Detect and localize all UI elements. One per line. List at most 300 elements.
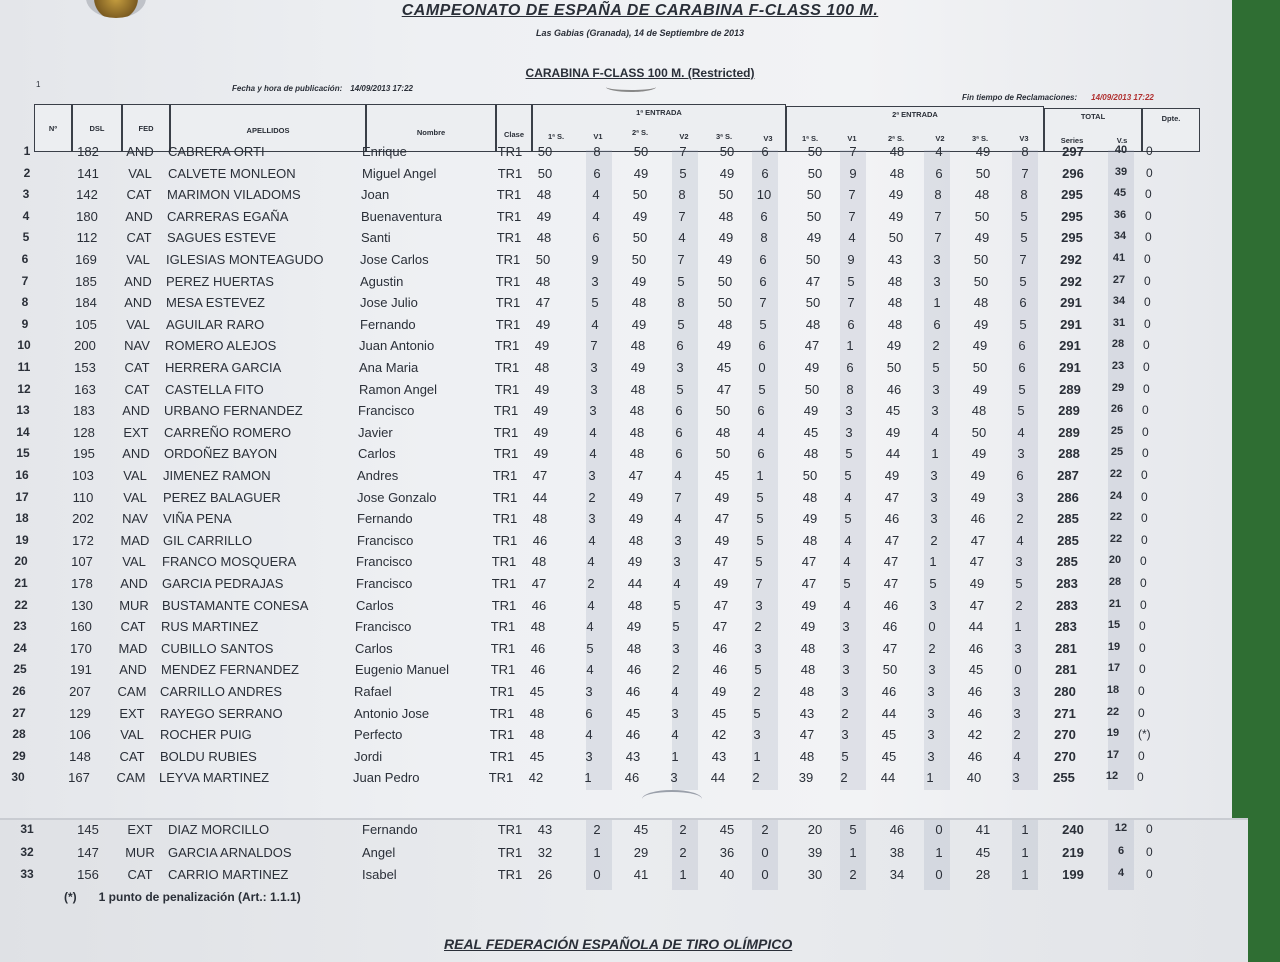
cell-position: 5 — [22, 230, 30, 245]
cell-entry2-score: 6 — [933, 316, 941, 332]
cell-entry1-score: 5 — [759, 316, 767, 332]
cell-entry2-score: 44 — [968, 619, 984, 635]
cell-entry2-score: 6 — [1018, 360, 1026, 375]
cell-total-v: 25 — [1110, 446, 1124, 459]
cell-total-series: 283 — [1056, 576, 1078, 591]
hdr-e1-s2: 2ª S. — [631, 128, 649, 137]
cell-tiebreak: 0 — [1139, 640, 1146, 655]
cell-total-v: 26 — [1110, 403, 1124, 416]
cell-entry2-score: 6 — [1019, 295, 1027, 311]
cell-total-v: 25 — [1110, 424, 1124, 437]
cell-surname: AGUILAR RARO — [166, 316, 265, 332]
cell-entry2-score: 2 — [930, 532, 938, 548]
cell-class: TR1 — [492, 532, 518, 548]
cell-class: TR1 — [493, 424, 519, 440]
cell-surname: IGLESIAS MONTEAGUDO — [166, 252, 324, 267]
cell-entry1-score: 3 — [670, 770, 678, 786]
cell-entry1-score: 48 — [535, 273, 551, 289]
cell-entry1-score: 48 — [627, 597, 643, 613]
cell-tiebreak: 0 — [1146, 165, 1153, 180]
cell-dorsal: 103 — [72, 468, 94, 483]
cell-entry1-score: 48 — [718, 208, 734, 224]
cell-total-series: 285 — [1056, 554, 1078, 570]
cell-entry2-score: 7 — [934, 208, 942, 224]
table-row — [0, 382, 1232, 402]
table-row — [0, 576, 1232, 596]
cell-entry2-score: 1 — [1021, 822, 1029, 837]
cell-entry1-score: 49 — [535, 316, 551, 332]
cell-federation: AND — [120, 576, 148, 591]
cell-surname: CUBILLO SANTOS — [161, 640, 274, 656]
cell-entry2-score: 3 — [931, 403, 939, 419]
cell-entry2-score: 44 — [885, 446, 901, 462]
cell-entry1-score: 5 — [679, 165, 687, 181]
cell-entry1-score: 49 — [713, 576, 729, 591]
cell-entry2-score: 0 — [1014, 662, 1022, 678]
cell-entry2-score: 4 — [844, 489, 852, 505]
cell-federation: CAT — [126, 230, 152, 246]
publication-info — [232, 84, 413, 93]
cell-name: Santi — [361, 230, 391, 246]
hdr-e2-s1: 1ª S. — [801, 134, 819, 143]
cell-entry1-score: 49 — [633, 165, 649, 181]
cell-entry1-score: 9 — [591, 252, 599, 267]
cell-entry2-score: 8 — [846, 381, 854, 397]
cell-total-v: 34 — [1113, 230, 1127, 243]
cell-entry2-score: 50 — [806, 208, 822, 224]
cell-position: 30 — [11, 770, 25, 785]
cell-surname: SAGUES ESTEVE — [167, 230, 277, 246]
cell-entry1-score: 6 — [757, 403, 765, 419]
cell-entry2-score: 46 — [967, 748, 983, 764]
page-mark: 1 — [36, 80, 41, 89]
cell-federation: VAL — [126, 252, 150, 267]
cell-surname: BUSTAMANTE CONESA — [162, 597, 309, 613]
cell-tiebreak: 0 — [1141, 532, 1148, 547]
cell-total-v: 22 — [1109, 511, 1123, 524]
cell-surname: BOLDU RUBIES — [160, 748, 257, 764]
cell-entry1-score: 4 — [591, 316, 599, 332]
cell-entry2-score: 49 — [972, 381, 988, 397]
cell-entry1-score: 50 — [632, 187, 648, 203]
table-row — [0, 867, 1232, 887]
cell-position: 15 — [16, 446, 30, 461]
cell-entry1-score: 32 — [537, 844, 553, 860]
cell-entry1-score: 1 — [671, 748, 679, 764]
cell-entry2-score: 47 — [970, 532, 986, 548]
cell-entry1-score: 50 — [717, 295, 733, 311]
cell-dorsal: 182 — [77, 144, 99, 159]
cell-class: TR1 — [495, 273, 521, 289]
cell-entry2-score: 3 — [841, 684, 849, 699]
cell-entry2-score: 45 — [881, 727, 897, 743]
cell-entry1-score: 49 — [714, 489, 730, 505]
table-row — [0, 425, 1232, 445]
cell-class: TR1 — [489, 727, 515, 743]
cell-name: Joan — [361, 187, 390, 203]
cell-class: TR1 — [497, 165, 523, 181]
cell-surname: JIMENEZ RAMON — [163, 468, 271, 483]
cell-federation: NAV — [122, 511, 148, 527]
cell-total-v: 17 — [1107, 662, 1121, 675]
cell-tiebreak: 0 — [1144, 295, 1151, 310]
cell-surname: ROCHER PUIG — [160, 727, 252, 743]
cell-entry2-score: 3 — [845, 424, 853, 440]
cell-entry2-score: 40 — [966, 770, 982, 786]
cell-name: Fernando — [357, 511, 413, 527]
cell-total-series: 219 — [1062, 844, 1084, 860]
cell-total-series: 285 — [1057, 511, 1079, 527]
table-row — [0, 144, 1232, 164]
cell-federation: MUR — [125, 844, 155, 860]
cell-entry1-score: 0 — [761, 867, 769, 882]
cell-entry1-score: 47 — [531, 576, 547, 591]
cell-surname: MESA ESTEVEZ — [166, 295, 265, 311]
cell-total-series: 289 — [1059, 381, 1081, 397]
cell-total-series: 296 — [1062, 165, 1084, 181]
cell-federation: AND — [122, 403, 150, 419]
cell-position: 9 — [21, 316, 29, 331]
cell-entry1-score: 42 — [528, 770, 544, 786]
cell-surname: MARIMON VILADOMS — [167, 187, 301, 203]
table-row — [0, 533, 1232, 553]
cell-entry1-score: 44 — [710, 770, 726, 786]
cell-entry1-score: 2 — [588, 489, 596, 505]
cell-entry2-score: 5 — [847, 273, 855, 289]
table-row — [0, 274, 1232, 294]
cell-total-series: 292 — [1060, 252, 1082, 267]
cell-entry2-score: 3 — [927, 684, 935, 699]
cell-class: TR1 — [497, 867, 523, 882]
cell-entry2-score: 50 — [974, 208, 990, 224]
cell-total-series: 281 — [1055, 640, 1077, 656]
cell-entry1-score: 3 — [755, 597, 763, 613]
cell-position: 13 — [16, 403, 30, 418]
cell-entry1-score: 3 — [585, 748, 593, 764]
cell-entry1-score: 42 — [711, 727, 727, 743]
cell-surname: CARRILLO ANDRES — [160, 684, 283, 699]
cell-surname: ORDOÑEZ BAYON — [164, 446, 278, 462]
cell-federation: AND — [124, 295, 152, 311]
cell-entry1-score: 49 — [628, 511, 644, 527]
cell-entry2-score: 41 — [975, 822, 991, 837]
cell-entry1-score: 47 — [713, 554, 729, 570]
cell-entry2-score: 46 — [967, 684, 983, 699]
table-row — [0, 360, 1232, 380]
cell-name: Carlos — [356, 597, 394, 613]
cell-entry2-score: 50 — [805, 252, 821, 267]
cell-total-v: 23 — [1111, 360, 1125, 372]
cell-surname: MENDEZ FERNANDEZ — [161, 662, 299, 678]
cell-entry2-score: 5 — [932, 360, 940, 375]
cell-entry2-score: 47 — [882, 640, 898, 656]
hdr-nombre: Nombre — [416, 128, 446, 137]
cell-entry1-score: 47 — [714, 511, 730, 527]
cell-surname: GARCIA PEDRAJAS — [162, 576, 284, 591]
cell-entry1-score: 5 — [756, 511, 764, 527]
cell-name: Buenaventura — [361, 208, 442, 224]
cell-total-series: 285 — [1057, 532, 1079, 548]
cell-entry1-score: 49 — [536, 208, 552, 224]
cell-entry1-score: 43 — [711, 748, 727, 764]
cell-class: TR1 — [494, 381, 520, 397]
cell-class: TR1 — [491, 554, 517, 570]
cell-name: Ana Maria — [359, 360, 419, 375]
cell-class: TR1 — [493, 403, 519, 419]
cell-position: 2 — [23, 165, 31, 180]
cell-entry1-score: 7 — [678, 208, 686, 224]
penalty-mark: (*) — [64, 890, 77, 904]
cell-entry1-score: 48 — [536, 187, 552, 203]
cell-total-v: 27 — [1112, 273, 1126, 286]
cell-surname: CASTELLA FITO — [165, 381, 264, 397]
cell-name: Antonio Jose — [354, 705, 430, 721]
cell-entry2-score: 5 — [1017, 403, 1025, 419]
hdr-e2-s3: 3ª S. — [971, 134, 989, 143]
cell-entry1-score: 3 — [673, 554, 681, 570]
cell-entry2-score: 5 — [843, 576, 851, 591]
cell-entry2-score: 5 — [1019, 273, 1027, 289]
table-row — [0, 490, 1232, 510]
cell-entry1-score: 4 — [586, 662, 594, 678]
cell-entry2-score: 48 — [803, 446, 819, 462]
cell-entry2-score: 50 — [882, 662, 898, 678]
cell-entry2-score: 50 — [975, 165, 991, 181]
cell-entry2-score: 9 — [849, 165, 857, 181]
cell-entry2-score: 45 — [885, 403, 901, 419]
cell-entry2-score: 49 — [888, 187, 904, 203]
cell-position: 3 — [22, 187, 30, 202]
cell-dorsal: 180 — [76, 208, 98, 224]
hdr-e2-s2: 2ª S. — [887, 134, 905, 143]
cell-entry2-score: 3 — [1016, 489, 1024, 505]
cell-entry2-score: 49 — [972, 338, 988, 354]
cell-entry2-score: 5 — [841, 748, 849, 764]
cell-entry1-score: 47 — [535, 295, 551, 311]
cell-name: Francisco — [356, 554, 413, 570]
cell-dorsal: 130 — [71, 597, 93, 613]
cell-entry2-score: 1 — [846, 338, 854, 354]
cell-total-series: 289 — [1058, 403, 1080, 419]
cell-entry1-score: 48 — [629, 446, 645, 462]
table-row — [0, 706, 1232, 726]
cell-entry2-score: 49 — [971, 446, 987, 462]
cell-entry1-score: 3 — [589, 403, 597, 419]
cell-entry2-score: 48 — [887, 273, 903, 289]
publication-label: Fecha y hora de publicación: — [232, 84, 343, 93]
cell-entry1-score: 50 — [537, 144, 553, 159]
cell-entry1-score: 3 — [590, 381, 598, 397]
cell-surname: CARRIO MARTINEZ — [168, 867, 289, 882]
cell-total-v: 28 — [1108, 576, 1122, 588]
cell-entry1-score: 2 — [752, 770, 760, 786]
cell-surname: GARCIA ARNALDOS — [168, 844, 292, 860]
cell-surname: CALVETE MONLEON — [168, 165, 296, 181]
cell-entry1-score: 4 — [678, 230, 686, 246]
cell-entry1-score: 50 — [631, 252, 647, 267]
cell-name: Juan Pedro — [353, 770, 420, 786]
cell-entry1-score: 4 — [585, 727, 593, 743]
cell-entry2-score: 3 — [842, 619, 850, 635]
cell-entry1-score: 2 — [761, 822, 769, 837]
cell-entry1-score: 6 — [761, 144, 769, 159]
cell-entry1-score: 45 — [711, 705, 727, 721]
cell-entry1-score: 3 — [591, 273, 599, 289]
table-row — [0, 598, 1232, 618]
cell-tiebreak: 0 — [1145, 208, 1152, 223]
cell-entry2-score: 47 — [801, 576, 817, 591]
cell-entry2-score: 48 — [800, 640, 816, 656]
table-row — [0, 295, 1232, 315]
cell-entry1-score: 4 — [587, 554, 595, 570]
cell-entry1-score: 44 — [532, 489, 548, 505]
cell-entry2-score: 5 — [849, 822, 857, 837]
cell-entry1-score: 4 — [588, 532, 596, 548]
cell-position: 25 — [13, 662, 27, 677]
cell-entry1-score: 49 — [533, 424, 549, 440]
cell-entry2-score: 2 — [1015, 597, 1023, 613]
cell-entry2-score: 3 — [929, 597, 937, 613]
cell-entry1-score: 3 — [672, 640, 680, 656]
cell-entry1-score: 1 — [679, 867, 687, 882]
cell-entry2-score: 34 — [889, 867, 905, 882]
cell-entry1-score: 43 — [625, 748, 641, 764]
cell-entry1-score: 46 — [626, 662, 642, 678]
cell-federation: AND — [122, 446, 150, 462]
cell-position: 19 — [15, 532, 29, 547]
cell-entry2-score: 46 — [968, 640, 984, 656]
cell-tiebreak: 0 — [1142, 446, 1149, 461]
cell-entry1-score: 50 — [633, 144, 649, 159]
cell-position: 8 — [21, 295, 29, 310]
cell-entry1-score: 49 — [626, 619, 642, 635]
cell-class: TR1 — [488, 770, 514, 786]
cell-entry1-score: 6 — [675, 446, 683, 462]
cell-dorsal: 147 — [77, 844, 99, 860]
cell-entry1-score: 48 — [531, 554, 547, 570]
cell-entry2-score: 4 — [843, 597, 851, 613]
cell-entry1-score: 48 — [631, 295, 647, 311]
cell-entry1-score: 47 — [712, 619, 728, 635]
cell-entry2-score: 2 — [840, 770, 848, 786]
cell-entry2-score: 49 — [886, 338, 902, 354]
cell-entry1-score: 4 — [589, 446, 597, 462]
cell-name: Francisco — [358, 403, 415, 419]
cell-entry2-score: 48 — [802, 489, 818, 505]
cell-class: TR1 — [494, 338, 520, 354]
cell-entry2-score: 8 — [934, 187, 942, 203]
cell-total-series: 291 — [1060, 295, 1082, 311]
cell-dorsal: 183 — [73, 403, 95, 419]
cell-entry1-score: 2 — [754, 619, 762, 635]
cell-tiebreak: 0 — [1138, 748, 1145, 763]
table-row — [0, 317, 1232, 337]
cell-entry1-score: 26 — [537, 867, 553, 882]
table-row — [0, 845, 1232, 865]
cell-tiebreak: 0 — [1145, 187, 1152, 202]
cell-total-v: 12 — [1105, 770, 1119, 783]
cell-entry2-score: 47 — [969, 597, 985, 613]
cell-entry2-score: 49 — [806, 230, 822, 246]
cell-tiebreak: 0 — [1138, 705, 1145, 720]
cell-entry2-score: 4 — [935, 144, 943, 159]
cell-entry1-score: 48 — [628, 532, 644, 548]
cell-entry2-score: 49 — [974, 230, 990, 246]
cell-entry1-score: 48 — [630, 381, 646, 397]
cell-entry1-score: 46 — [530, 662, 546, 678]
championship-title: CAMPEONATO DE ESPAÑA DE CARABINA F-CLASS 100 M. — [401, 2, 879, 19]
cell-dorsal: 156 — [77, 867, 99, 882]
cell-entry1-score: 49 — [534, 338, 550, 354]
cell-name: Fernando — [362, 822, 418, 837]
cell-entry2-score: 7 — [849, 144, 857, 159]
cell-entry1-score: 6 — [675, 424, 683, 440]
cell-entry1-score: 7 — [674, 489, 682, 505]
cell-entry2-score: 50 — [802, 468, 818, 483]
table-row — [0, 209, 1232, 229]
cell-dorsal: 163 — [74, 381, 96, 397]
hdr-apellidos: APELLIDOS — [246, 126, 290, 135]
cell-entry2-score: 2 — [928, 640, 936, 656]
cell-entry1-score: 49 — [719, 165, 735, 181]
cell-entry1-score: 49 — [716, 338, 732, 354]
table-row — [0, 446, 1232, 466]
cell-entry2-score: 48 — [887, 295, 903, 311]
cell-federation: CAT — [126, 187, 152, 203]
cell-entry2-score: 49 — [804, 360, 820, 375]
cell-name: Juan Antonio — [359, 338, 435, 354]
cell-tiebreak: 0 — [1143, 338, 1150, 353]
table-row — [0, 403, 1232, 423]
cell-tiebreak: 0 — [1146, 144, 1153, 158]
cell-entry2-score: 28 — [975, 867, 991, 882]
cell-position: 7 — [21, 273, 29, 288]
cell-entry1-score: 5 — [756, 489, 764, 505]
cell-tiebreak: 0 — [1140, 554, 1147, 569]
cell-entry2-score: 50 — [804, 381, 820, 397]
cell-dorsal: 105 — [75, 316, 97, 332]
cell-name: Enrique — [362, 144, 407, 159]
cell-entry1-score: 50 — [537, 165, 553, 181]
cell-entry2-score: 47 — [883, 554, 899, 570]
cell-position: 21 — [14, 576, 28, 590]
cell-total-v: 15 — [1107, 619, 1121, 632]
cell-dorsal: 112 — [76, 230, 98, 246]
cell-class: TR1 — [489, 684, 515, 699]
cell-dorsal: 170 — [70, 640, 92, 656]
cell-entry2-score: 50 — [807, 165, 823, 181]
cell-entry2-score: 4 — [844, 532, 852, 548]
cell-entry1-score: 47 — [532, 468, 548, 483]
cell-entry1-score: 49 — [718, 230, 734, 246]
cell-name: Fernando — [360, 316, 416, 332]
hdr-entrada2: 2ª ENTRADA — [892, 110, 938, 119]
cell-entry2-score: 47 — [969, 554, 985, 570]
cell-class: TR1 — [489, 705, 515, 721]
cell-federation: VAL — [120, 727, 144, 743]
cell-position: 17 — [15, 489, 29, 504]
cell-entry2-score: 5 — [1015, 576, 1023, 591]
table-row — [0, 252, 1232, 272]
cell-entry2-score: 48 — [974, 187, 990, 203]
cell-entry1-score: 5 — [758, 381, 766, 397]
cell-dorsal: 195 — [73, 446, 95, 462]
table-row — [0, 619, 1232, 639]
cell-class: TR1 — [492, 489, 518, 505]
cell-entry2-score: 49 — [884, 468, 900, 483]
cell-entry2-score: 47 — [805, 273, 821, 289]
cell-entry1-score: 5 — [586, 640, 594, 656]
